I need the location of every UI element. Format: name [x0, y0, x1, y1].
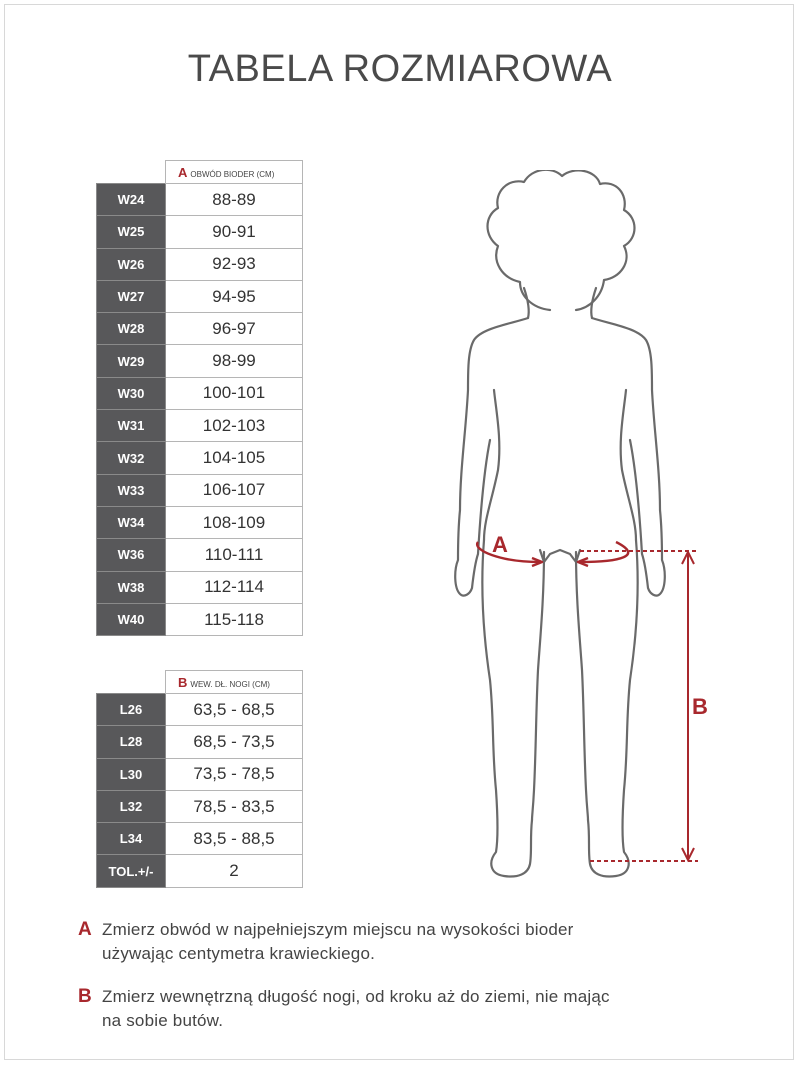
- note-letter: A: [78, 919, 92, 940]
- table-row: [97, 216, 303, 248]
- size-value: 100-101: [166, 377, 303, 409]
- size-key: W38: [97, 571, 166, 603]
- table-header-row: [97, 161, 303, 184]
- size-key: W25: [97, 216, 166, 248]
- hip-measure-arc: [477, 542, 540, 562]
- header-label: OBWÓD BIODER (CM): [190, 169, 275, 179]
- size-key: W40: [97, 603, 166, 635]
- hair-outline: [488, 170, 635, 310]
- size-value: 115-118: [166, 603, 303, 635]
- size-value: 73,5 - 78,5: [166, 758, 303, 790]
- size-key: W26: [97, 248, 166, 280]
- size-value: 88-89: [166, 184, 303, 216]
- inseam-label-b: B: [692, 694, 708, 719]
- page-title: TABELA ROZMIAROWA: [187, 48, 613, 90]
- size-value: 98-99: [166, 345, 303, 377]
- size-key: W33: [97, 474, 166, 506]
- table-row: [97, 571, 303, 603]
- table-row: [97, 855, 303, 887]
- table-row: [97, 377, 303, 409]
- table-row: [97, 603, 303, 635]
- size-key: L32: [97, 790, 166, 822]
- table-header: [166, 161, 303, 184]
- size-key: W34: [97, 506, 166, 538]
- hip-size-table: [96, 160, 303, 636]
- table-header-row: [97, 671, 303, 694]
- note-letter: B: [78, 986, 92, 1007]
- table-row: [97, 184, 303, 216]
- size-key: L26: [97, 694, 166, 726]
- size-key: W24: [97, 184, 166, 216]
- table-row: [97, 758, 303, 790]
- header-label: WEW. DŁ. NOGI (CM): [190, 679, 270, 689]
- header-letter: A: [178, 164, 188, 180]
- table-row: [97, 539, 303, 571]
- table-row: [97, 474, 303, 506]
- table-header: [166, 671, 303, 694]
- body-figure: [440, 170, 730, 890]
- size-key: L30: [97, 758, 166, 790]
- size-value: 92-93: [166, 248, 303, 280]
- size-key: TOL.+/-: [97, 855, 166, 887]
- note-text-continued: używając centymetra krawieckiego.: [102, 944, 376, 963]
- note-hip: [78, 918, 574, 966]
- size-value: 63,5 - 68,5: [166, 694, 303, 726]
- size-key: W30: [97, 377, 166, 409]
- size-value: 110-111: [166, 539, 303, 571]
- size-value: 2: [166, 855, 303, 887]
- table-row: [97, 280, 303, 312]
- size-value: 112-114: [166, 571, 303, 603]
- inseam-size-table: [96, 670, 303, 888]
- table-row: [97, 506, 303, 538]
- note-text: Zmierz obwód w najpełniejszym miejscu na wysokości bioder: [102, 920, 574, 939]
- size-value: 96-97: [166, 313, 303, 345]
- size-value: 102-103: [166, 410, 303, 442]
- table-row: [97, 823, 303, 855]
- note-inseam: [78, 985, 610, 1033]
- size-key: W29: [97, 345, 166, 377]
- crotch-outline: [540, 550, 580, 562]
- table-row: [97, 410, 303, 442]
- size-key: W32: [97, 442, 166, 474]
- table-row: [97, 313, 303, 345]
- size-key: L28: [97, 726, 166, 758]
- table-row: [97, 442, 303, 474]
- size-key: W36: [97, 539, 166, 571]
- table-row: [97, 726, 303, 758]
- leg-left-outer: [482, 540, 532, 877]
- size-value: 94-95: [166, 280, 303, 312]
- size-key: L34: [97, 823, 166, 855]
- hip-label-a: A: [492, 532, 508, 557]
- size-value: 108-109: [166, 506, 303, 538]
- size-key: W31: [97, 410, 166, 442]
- size-value: 104-105: [166, 442, 303, 474]
- size-value: 106-107: [166, 474, 303, 506]
- table-row: [97, 790, 303, 822]
- table-row: [97, 345, 303, 377]
- note-text: Zmierz wewnętrzną długość nogi, od kroku aż do ziemi, nie mając: [102, 987, 610, 1006]
- neck-outline: [524, 288, 596, 318]
- size-key: W28: [97, 313, 166, 345]
- table-row: [97, 694, 303, 726]
- size-value: 78,5 - 83,5: [166, 790, 303, 822]
- size-value: 90-91: [166, 216, 303, 248]
- size-value: 83,5 - 88,5: [166, 823, 303, 855]
- header-letter: B: [178, 674, 188, 690]
- leg-right-inner: [576, 552, 588, 820]
- size-key: W27: [97, 280, 166, 312]
- size-value: 68,5 - 73,5: [166, 726, 303, 758]
- leg-right-outer: [588, 540, 638, 877]
- note-text-continued: na sobie butów.: [102, 1011, 224, 1030]
- table-row: [97, 248, 303, 280]
- leg-left-inner: [532, 552, 544, 820]
